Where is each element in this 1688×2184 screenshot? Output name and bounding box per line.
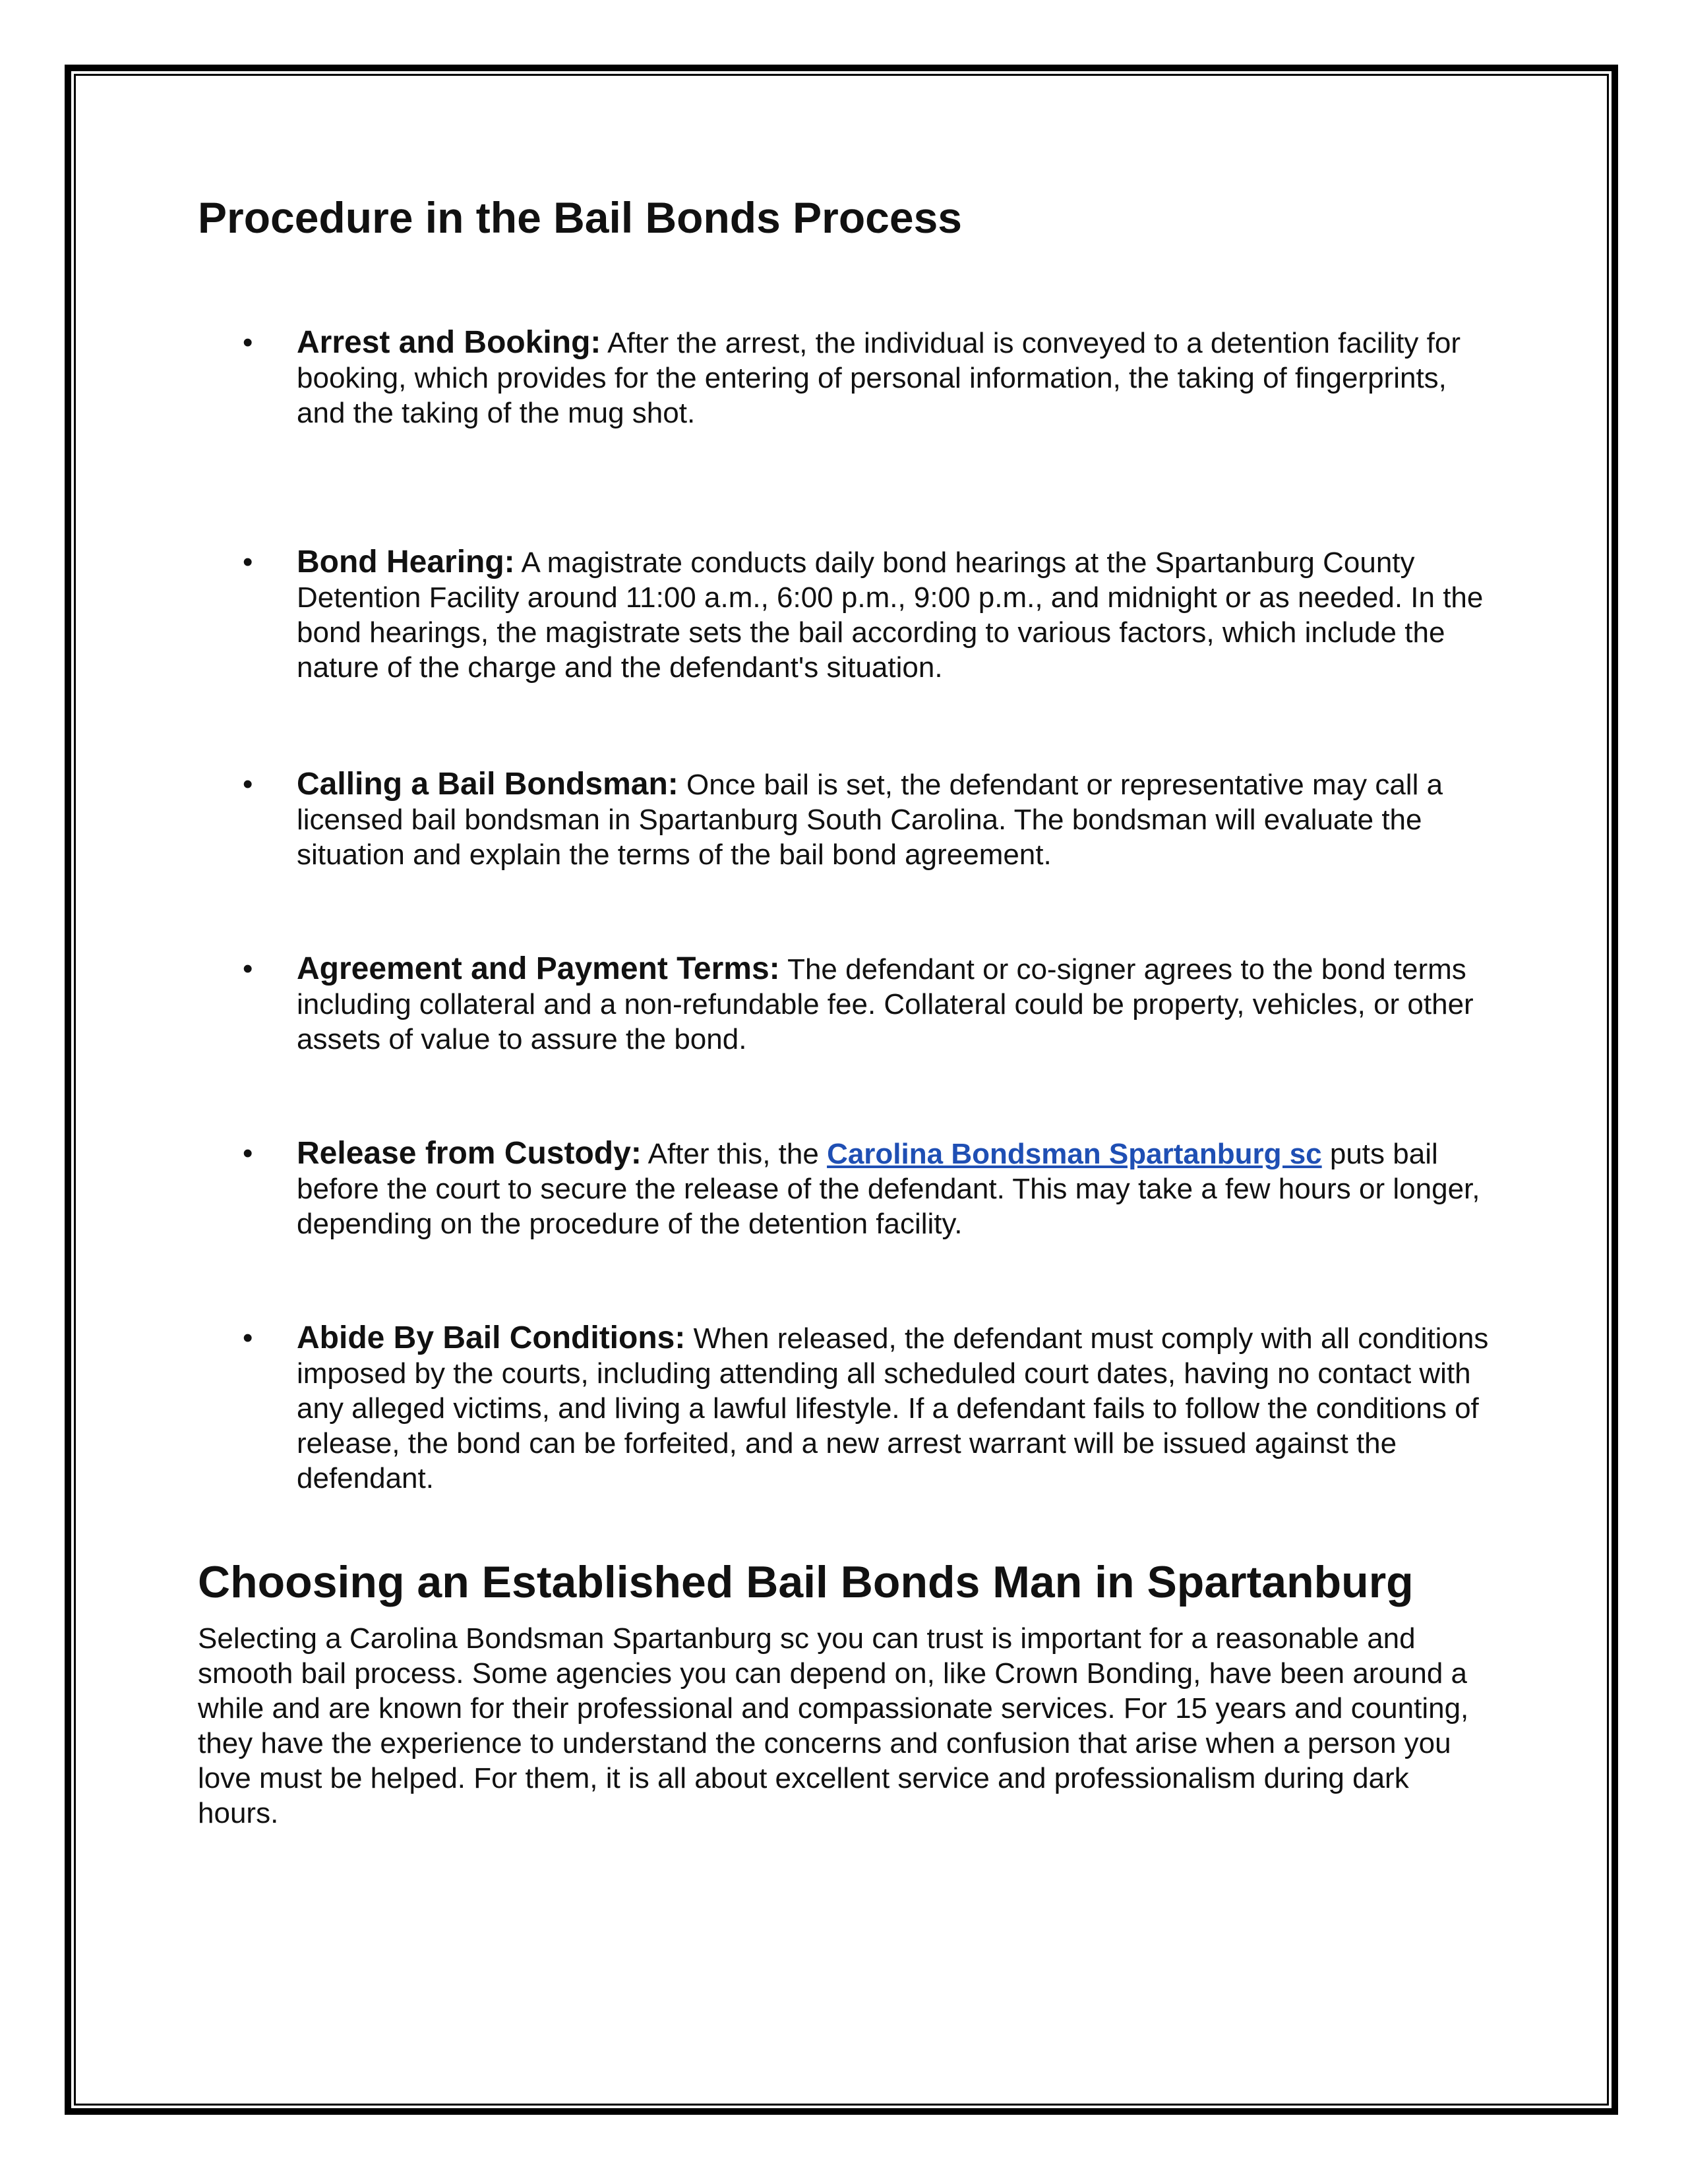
bullet-icon: • xyxy=(243,953,253,985)
step-text: A magistrate conducts daily bond hearings at the Spartanburg County Detention Facility around 11:00 a.m., 6:00 p.m., 9:00 p.m., and midnight or as needed. In the bond hearings, the magistrate sets the bail according to various factors, which include the nature of the charge and the defendant's situation. xyxy=(297,546,1484,684)
bullet-icon: • xyxy=(243,1322,253,1354)
list-item xyxy=(198,767,1490,872)
bullet-icon: • xyxy=(243,326,253,359)
procedure-heading: Procedure in the Bail Bonds Process xyxy=(198,193,962,242)
bullet-icon: • xyxy=(243,768,253,800)
list-item xyxy=(198,545,1490,685)
list-item xyxy=(198,325,1490,430)
step-text: After this, the xyxy=(641,1138,828,1170)
bullet-icon: • xyxy=(243,546,253,578)
step-term: Bond Hearing: xyxy=(297,545,515,579)
step-text: The defendant or co-signer agrees to the bond terms including collateral and a non-refundable fee. Collateral could be property, vehicles, or other assets of value to assure the bond. xyxy=(297,953,1474,1055)
step-term: Calling a Bail Bondsman: xyxy=(297,767,678,802)
step-text: Once bail is set, the defendant or representative may call a licensed bail bondsman in Spartanburg South Carolina. The bondsman will evaluate the situation and explain the terms of the bail bond agreement. xyxy=(297,769,1443,871)
procedure-steps-list xyxy=(198,325,1490,1496)
step-text: After the arrest, the individual is conveyed to a detention facility for booking, which provides for the entering of personal information, the taking of fingerprints, and the taking of the mug shot. xyxy=(297,327,1461,429)
step-term: Agreement and Payment Terms: xyxy=(297,951,780,986)
step-text: When released, the defendant must comply with all conditions imposed by the courts, including attending all scheduled court dates, having no contact with any alleged victims, and living a lawful lifestyle. If a defendant fails to follow the conditions of release, the bond can be forfeited, and a new arrest warrant will be issued against the defendant. xyxy=(297,1322,1489,1494)
bullet-icon: • xyxy=(243,1137,253,1169)
list-item xyxy=(198,1136,1490,1241)
list-item xyxy=(198,951,1490,1057)
step-text: puts bail before the court to secure the release of the defendant. This may take a few hours or longer, depending on the procedure of the detention facility. xyxy=(297,1138,1480,1240)
step-term: Arrest and Booking: xyxy=(297,325,601,360)
list-item xyxy=(198,1320,1490,1496)
document-content xyxy=(198,191,1490,1831)
choosing-heading: Choosing an Established Bail Bonds Man in Spartanburg xyxy=(198,1557,1414,1607)
choosing-paragraph: Selecting a Carolina Bondsman Spartanburg sc you can trust is important for a reasonable and smooth bail process. Some agencies you can depend on, like Crown Bonding, have been around a while and are known for their professional and compassionate services. For 15 years and counting, they have the experience to understand the concerns and confusion that arise when a person you love must be helped. For them, it is all about excellent service and professionalism during dark hours. xyxy=(198,1622,1469,1829)
step-term: Abide By Bail Conditions: xyxy=(297,1320,686,1355)
step-term: Release from Custody: xyxy=(297,1136,642,1171)
carolina-bondsman-link[interactable]: Carolina Bondsman Spartanburg sc xyxy=(827,1138,1322,1170)
